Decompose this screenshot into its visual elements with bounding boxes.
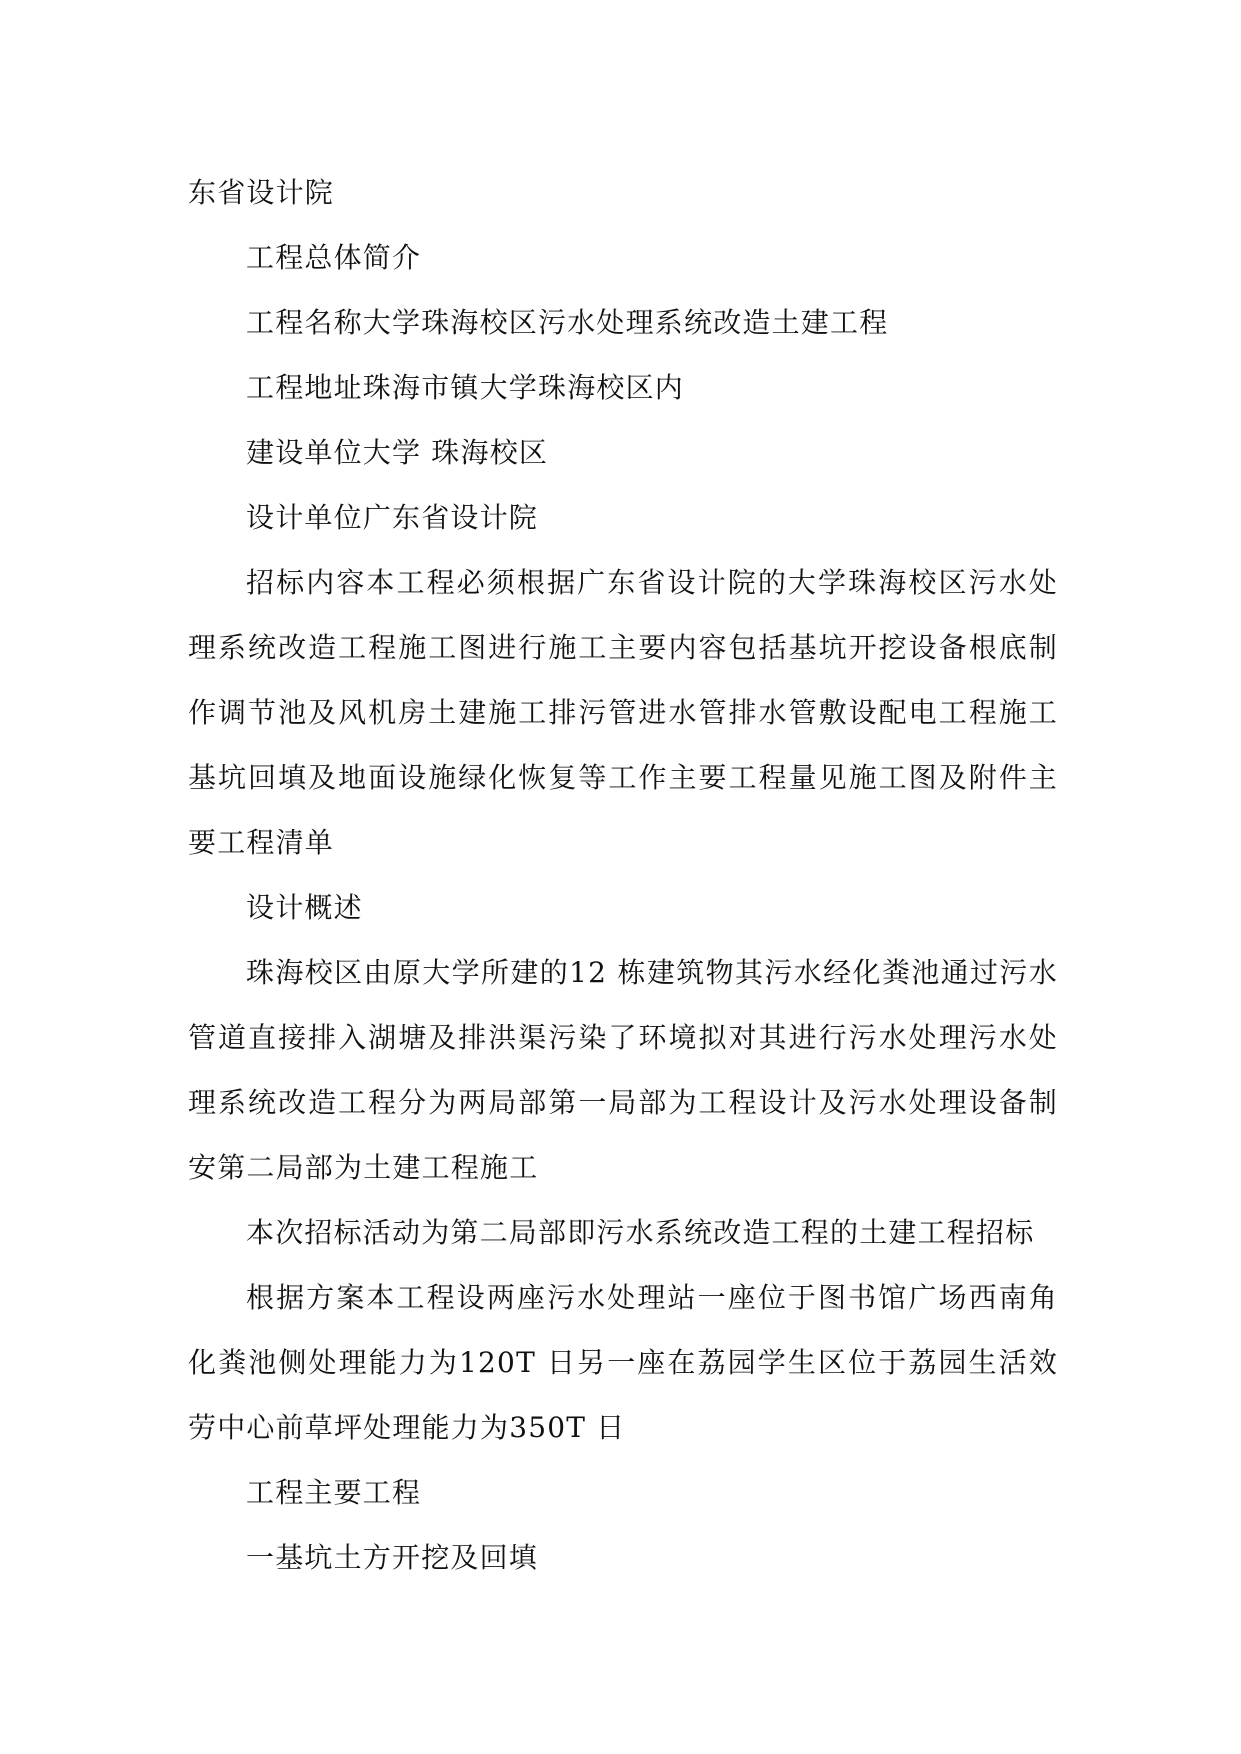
project-name: 工程名称大学珠海校区污水处理系统改造土建工程: [246, 306, 889, 339]
paragraph-continuation: 东省设计院: [188, 176, 335, 209]
project-address: 工程地址珠海市镇大学珠海校区内: [246, 371, 685, 404]
heading-design-overview: 设计概述: [246, 891, 363, 924]
design-description: 珠海校区由原大学所建的12 栋建筑物其污水经化粪池通过污水管道直接排入湖塘及排洪渠污染了环境拟对其进行污水处理污水处理系统改造工程分为两局部第一局部为工程设计及污水处理设备制安第二局部为土建工程施工: [188, 956, 1058, 1184]
heading-main-works: 工程主要工程: [246, 1476, 422, 1509]
heading-project-overview: 工程总体简介: [246, 241, 422, 274]
construction-unit: 建设单位大学 珠海校区: [246, 436, 549, 469]
treatment-stations: 根据方案本工程设两座污水处理站一座位于图书馆广场西南角化粪池侧处理能力为120T 日另一座在荔园学生区位于荔园生活效劳中心前草坪处理能力为350T 日: [188, 1281, 1058, 1444]
work-item-excavation: 一基坑土方开挖及回填: [246, 1541, 539, 1574]
tender-scope: 本次招标活动为第二局部即污水系统改造工程的土建工程招标: [246, 1216, 1035, 1249]
document-body: [188, 160, 1058, 1590]
design-unit: 设计单位广东省设计院: [246, 501, 539, 534]
tender-content: 招标内容本工程必须根据广东省设计院的大学珠海校区污水处理系统改造工程施工图进行施工主要内容包括基坑开挖设备根底制作调节池及风机房土建施工排污管进水管排水管敷设配电工程施工基坑回填及地面设施绿化恢复等工作主要工程量见施工图及附件主要工程清单: [188, 566, 1058, 859]
